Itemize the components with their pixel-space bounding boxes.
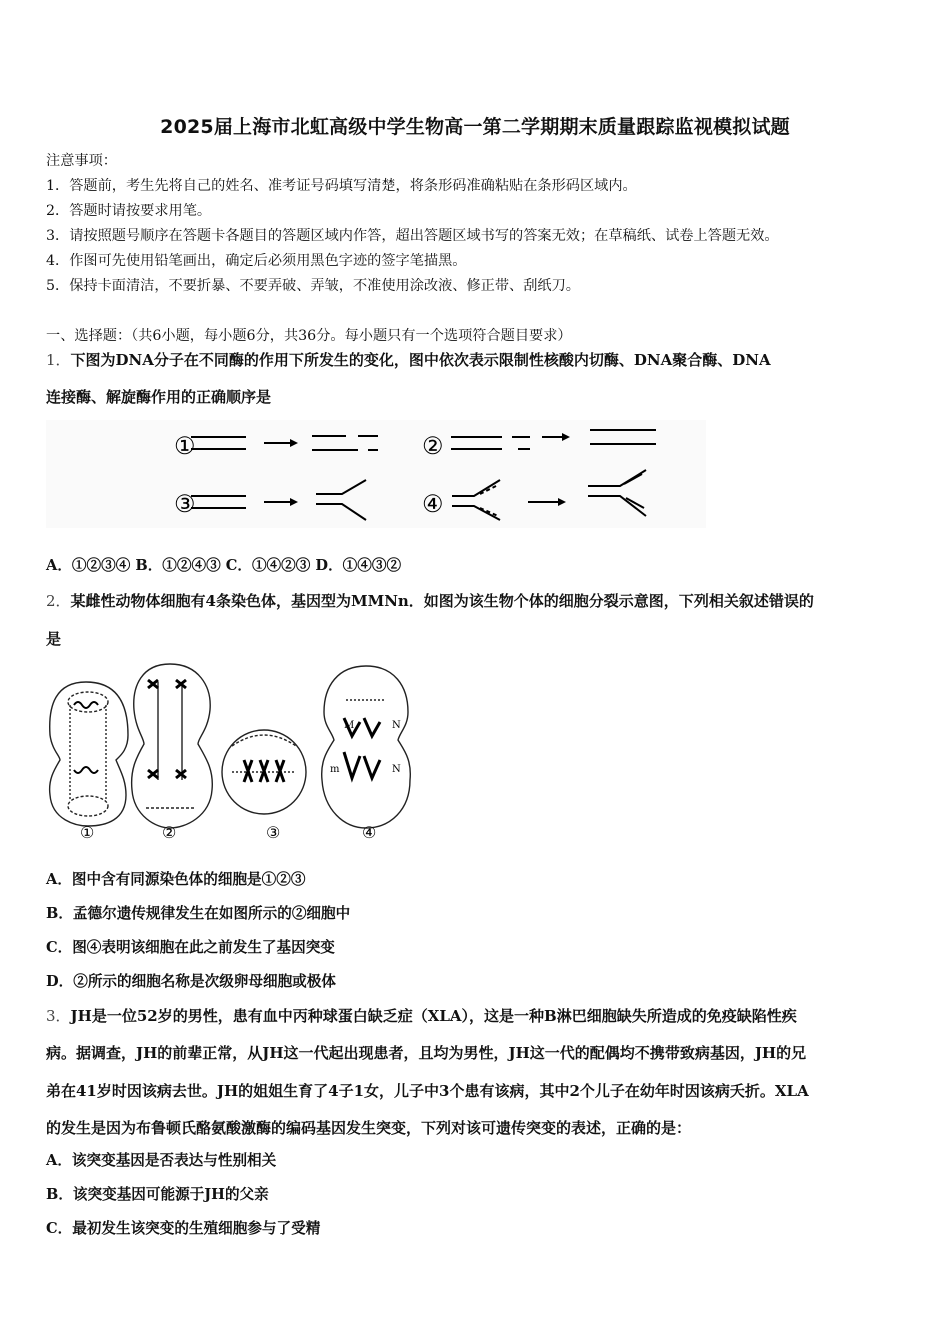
question-3-line-4: 的发生是因为布鲁顿氏酪氨酸激酶的编码基因发生突变，下列对该可遗传突变的表述，正确的是：: [46, 1119, 692, 1137]
dna-enzyme-figure: [46, 420, 706, 528]
question-3-line-2: 病。据调查，JH的前辈正常，从JH这一代起出现患者，且均为男性，JH这一代的配偶均不携带致病基因，JH的兄: [46, 1044, 807, 1062]
figure-label-2: ②: [422, 432, 444, 460]
figure-label-4: ④: [362, 823, 377, 840]
gene-label: N: [392, 764, 401, 775]
section-heading: 一、选择题：（共6小题，每小题6分，共36分。每小题只有一个选项符合题目要求）: [46, 328, 572, 344]
page-title: 2025届上海市北虹高级中学生物高一第二学期期末质量跟踪监视模拟试题: [160, 116, 790, 138]
cell-1-diagram: [50, 682, 128, 826]
question-2-line-2: 是: [46, 630, 62, 648]
question-1-line-1: [46, 351, 771, 369]
notice-heading: 注意事项：: [46, 153, 117, 169]
cell-2-diagram: [132, 664, 213, 828]
notice-item: 5．保持卡面清洁，不要折暴、不要弄破、弄皱，不准使用涂改液、修正带、刮纸刀。: [46, 278, 580, 294]
gene-label: m: [330, 764, 340, 775]
question-1-options: A．①②③④ B．①②④③ C．①④②③ D．①④③②: [46, 557, 402, 574]
cell-4-diagram: [322, 666, 411, 828]
question-3-number: 3．: [46, 1007, 71, 1025]
question-2-stem: 某雌性动物体细胞有4条染色体，基因型为MMNn．如图为该生物个体的细胞分裂示意图，下列相关叙述错误的: [70, 592, 814, 610]
figure-label-3: ③: [266, 823, 281, 840]
figure-label-3: ③: [174, 490, 196, 518]
question-3-stem: JH是一位52岁的男性，患有血中丙种球蛋白缺乏症（XLA），这是一种B淋巴细胞缺失所造成的免疫缺陷性疾: [70, 1007, 797, 1025]
figure-label-2: ②: [162, 823, 177, 840]
question-2-option-a: A．图中含有同源染色体的细胞是①②③: [46, 871, 306, 888]
question-3-option-c: C．最初发生该突变的生殖细胞参与了受精: [46, 1220, 321, 1237]
figure-label-1: ①: [80, 823, 95, 840]
notice-item: 4．作图可先使用铅笔画出，确定后必须用黑色字迹的签字笔描黑。: [46, 253, 467, 269]
cell-division-figure: [46, 660, 418, 840]
question-3-option-b: B．该突变基因可能源于JH的父亲: [46, 1186, 269, 1203]
figure-label-4: ④: [422, 490, 444, 518]
gene-label: M: [344, 720, 355, 731]
question-3-line-3: 弟在41岁时因该病去世。JH的姐姐生育了4子1女，儿子中3个患有该病，其中2个儿子在幼年时因该病夭折。XLA: [46, 1082, 809, 1100]
figure-label-1: ①: [174, 432, 196, 460]
question-3-line-1: [46, 1007, 797, 1025]
question-3-option-a: A．该突变基因是否表达与性别相关: [46, 1152, 277, 1169]
question-2-option-d: D．②所示的细胞名称是次级卵母细胞或极体: [46, 973, 336, 990]
question-2-option-b: B．孟德尔遗传规律发生在如图所示的②细胞中: [46, 905, 351, 922]
question-2-number: 2．: [46, 592, 71, 610]
question-1-line-2: 连接酶、解旋酶作用的正确顺序是: [46, 388, 272, 406]
question-2-line-1: [46, 592, 814, 610]
question-1-number: 1．: [46, 351, 71, 369]
cell-3-diagram: [222, 730, 306, 814]
question-1-stem: 下图为DNA分子在不同酶的作用下所发生的变化，图中依次表示限制性核酸内切酶、DNA聚合酶、DNA: [70, 351, 771, 369]
notice-item: 2．答题时请按要求用笔。: [46, 203, 212, 219]
notice-item: 1．答题前，考生先将自己的姓名、准考证号码填写清楚，将条形码准确粘贴在条形码区域内。: [46, 178, 637, 194]
question-2-option-c: C．图④表明该细胞在此之前发生了基因突变: [46, 939, 335, 956]
notice-item: 3．请按照题号顺序在答题卡各题目的答题区域内作答，超出答题区域书写的答案无效；在草稿纸、试卷上答题无效。: [46, 228, 779, 244]
gene-label: N: [392, 720, 401, 731]
